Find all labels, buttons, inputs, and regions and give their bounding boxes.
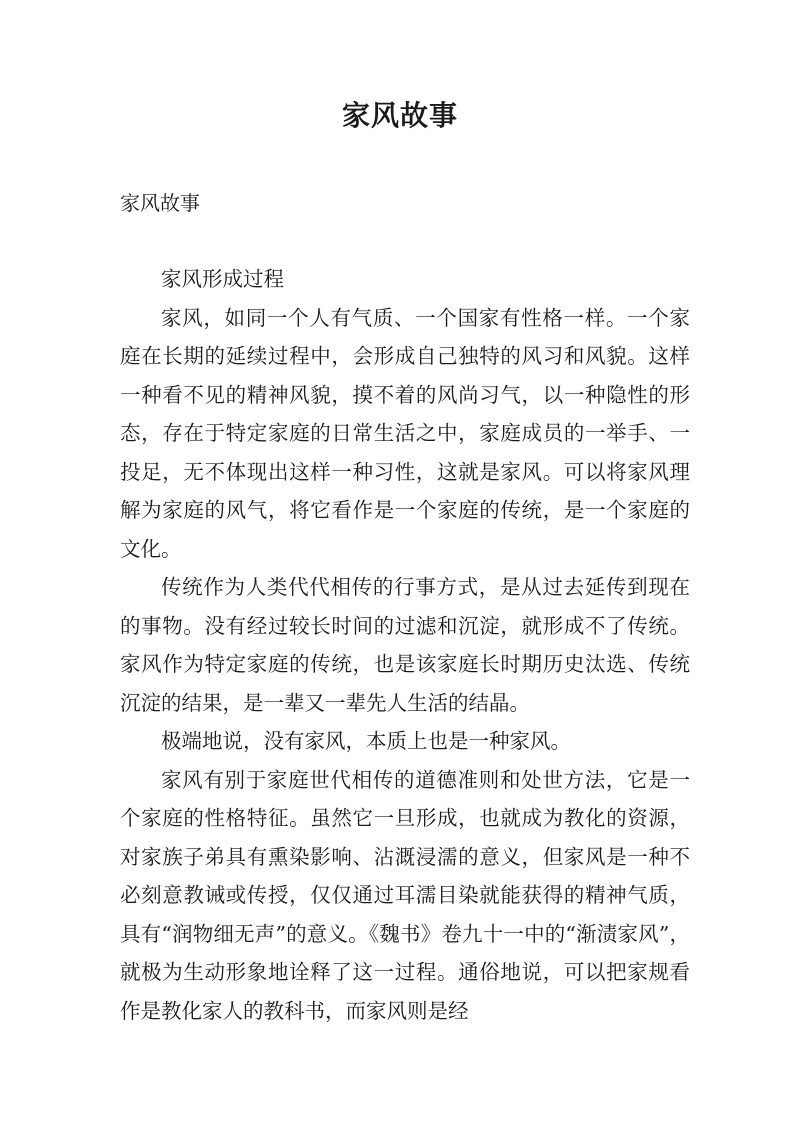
paragraph: 家风，如同一个人有气质、一个国家有性格一样。一个家庭在长期的延续过程中，会形成自己独特的风习和风貌。这样一种看不见的精神风貌，摸不着的风尚习气，以一种隐性的形态，存在于特定家庭的日常生活之中，家庭成员的一举手、一投足，无不体现出这样一种习性，这就是家风。可以将家风理解为家庭的风气，将它看作是一个家庭的传统，是一个家庭的文化。 <box>120 305 690 561</box>
paragraph: 极端地说，没有家风，本质上也是一种家风。 <box>161 729 571 753</box>
section-heading: 家风形成过程 <box>161 267 284 291</box>
document-body <box>120 260 690 1030</box>
paragraph: 家风有别于家庭世代相传的道德准则和处世方法，它是一个家庭的性格特征。虽然它一旦形成，也就成为教化的资源，对家族子弟具有熏染影响、沾溉浸濡的意义，但家风是一种不必刻意教诫或传授，仅仅通过耳濡目染就能获得的精神气质，具有“润物细无声”的意义。《魏书》卷九十一中的“渐渍家风”，就极为生动形象地诠释了这一过程。通俗地说，可以把家规看作是教化家人的教科书，而家风则是经 <box>120 767 690 1023</box>
paragraph: 传统作为人类代代相传的行事方式，是从过去延传到现在的事物。没有经过较长时间的过滤和沉淀，就形成不了传统。家风作为特定家庭的传统，也是该家庭长时期历史汰选、传统沉淀的结果，是一辈又一辈先人生活的结晶。 <box>120 575 690 715</box>
document-subtitle: 家风故事 <box>120 191 200 215</box>
document-title: 家风故事 <box>341 99 458 132</box>
